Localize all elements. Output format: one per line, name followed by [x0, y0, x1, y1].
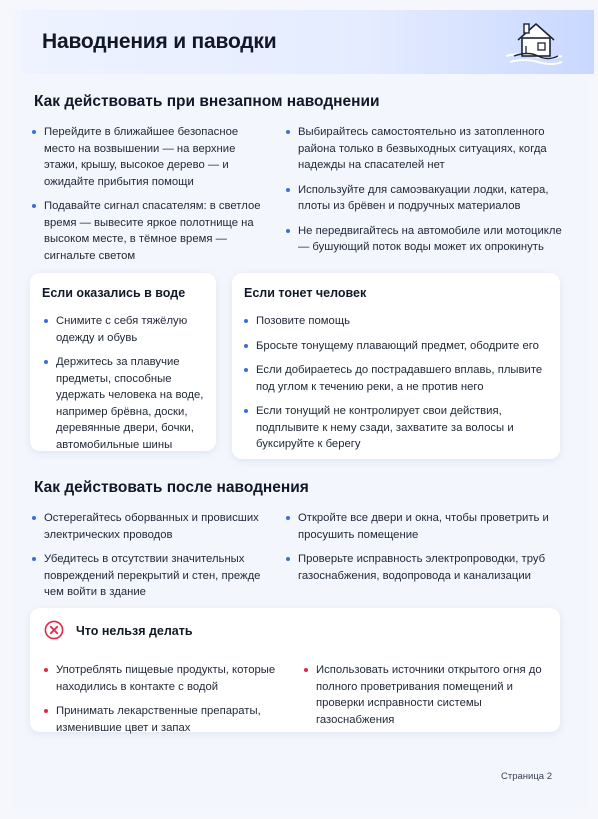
page	[10, 10, 588, 809]
list-item: Держитесь за плавучие предметы, способные удержать человека на воде, например брёвна, доски, деревянные двери, бочки, автомобильные шины	[44, 354, 206, 453]
house-icon	[504, 16, 564, 68]
list-item: Выбирайтесь самостоятельно из затопленного района только в безвыходных ситуациях, когда надежды на спасателей нет	[286, 124, 576, 174]
list-item: Бросьте тонущему плавающий предмет, ободрите его	[244, 338, 550, 355]
list-item: Употреблять пищевые продукты, которые находились в контакте с водой	[44, 662, 284, 695]
forbidden-left-list	[44, 662, 284, 744]
list-item: Принимать лекарственные препараты, изменившие цвет и запах	[44, 703, 284, 736]
page-title: Наводнения и паводки	[42, 30, 277, 53]
page-number: Страница 2	[501, 771, 552, 782]
after-left-list	[32, 510, 272, 609]
after-right-list	[286, 510, 566, 592]
list-item: Убедитесь в отсутствии значительных повреждений перекрытий и стен, прежде чем войти в здание	[32, 551, 272, 601]
header-banner	[22, 10, 594, 74]
forbidden-right-list	[304, 662, 544, 736]
drowning-title: Если тонет человек	[244, 286, 367, 300]
list-item: Если добираетесь до пострадавшего вплавь, плывите под углом к течению реки, а не против него	[244, 362, 550, 395]
forbidden-title: Что нельзя делать	[76, 624, 193, 638]
list-item: Перейдите в ближайшее безопасное место на возвышении — на верхние этажи, крышу, высокое дерево — и ожидайте прибытия помощи	[32, 124, 272, 190]
list-item: Если тонущий не контролирует свои действия, подплывите к нему сзади, захватите за волосы и буксируйте к берегу	[244, 403, 550, 453]
sudden-right-list	[286, 124, 576, 264]
drowning-list	[244, 313, 550, 461]
drowning-card	[232, 273, 560, 459]
in-water-title: Если оказались в воде	[42, 286, 186, 300]
section-heading-sudden: Как действовать при внезапном наводнении	[34, 93, 380, 110]
list-item: Остерегайтесь оборванных и провисших электрических проводов	[32, 510, 272, 543]
in-water-card	[30, 273, 216, 451]
list-item: Откройте все двери и окна, чтобы проветрить и просушить помещение	[286, 510, 566, 543]
section-heading-after: Как действовать после наводнения	[34, 479, 309, 496]
list-item: Снимите с себя тяжёлую одежду и обувь	[44, 313, 206, 346]
list-item: Позовите помощь	[244, 313, 550, 330]
list-item: Использовать источники открытого огня до полного проветривания помещений и проверки исправности системы газоснабжения	[304, 662, 544, 728]
forbidden-x-icon	[44, 620, 64, 640]
list-item: Подавайте сигнал спасателям: в светлое время — вывесите яркое полотнище на высоком месте, в тёмное время — сигнальте светом	[32, 198, 272, 264]
in-water-list	[44, 313, 206, 461]
sudden-left-list	[32, 124, 272, 272]
list-item: Используйте для самоэвакуации лодки, катера, плоты из брёвен и подручных материалов	[286, 182, 576, 215]
forbidden-card	[30, 608, 560, 732]
list-item: Проверьте исправность электропроводки, труб газоснабжения, водопровода и канализации	[286, 551, 566, 584]
list-item: Не передвигайтесь на автомобиле или мотоцикле — бушующий поток воды может их опрокинуть	[286, 223, 576, 256]
